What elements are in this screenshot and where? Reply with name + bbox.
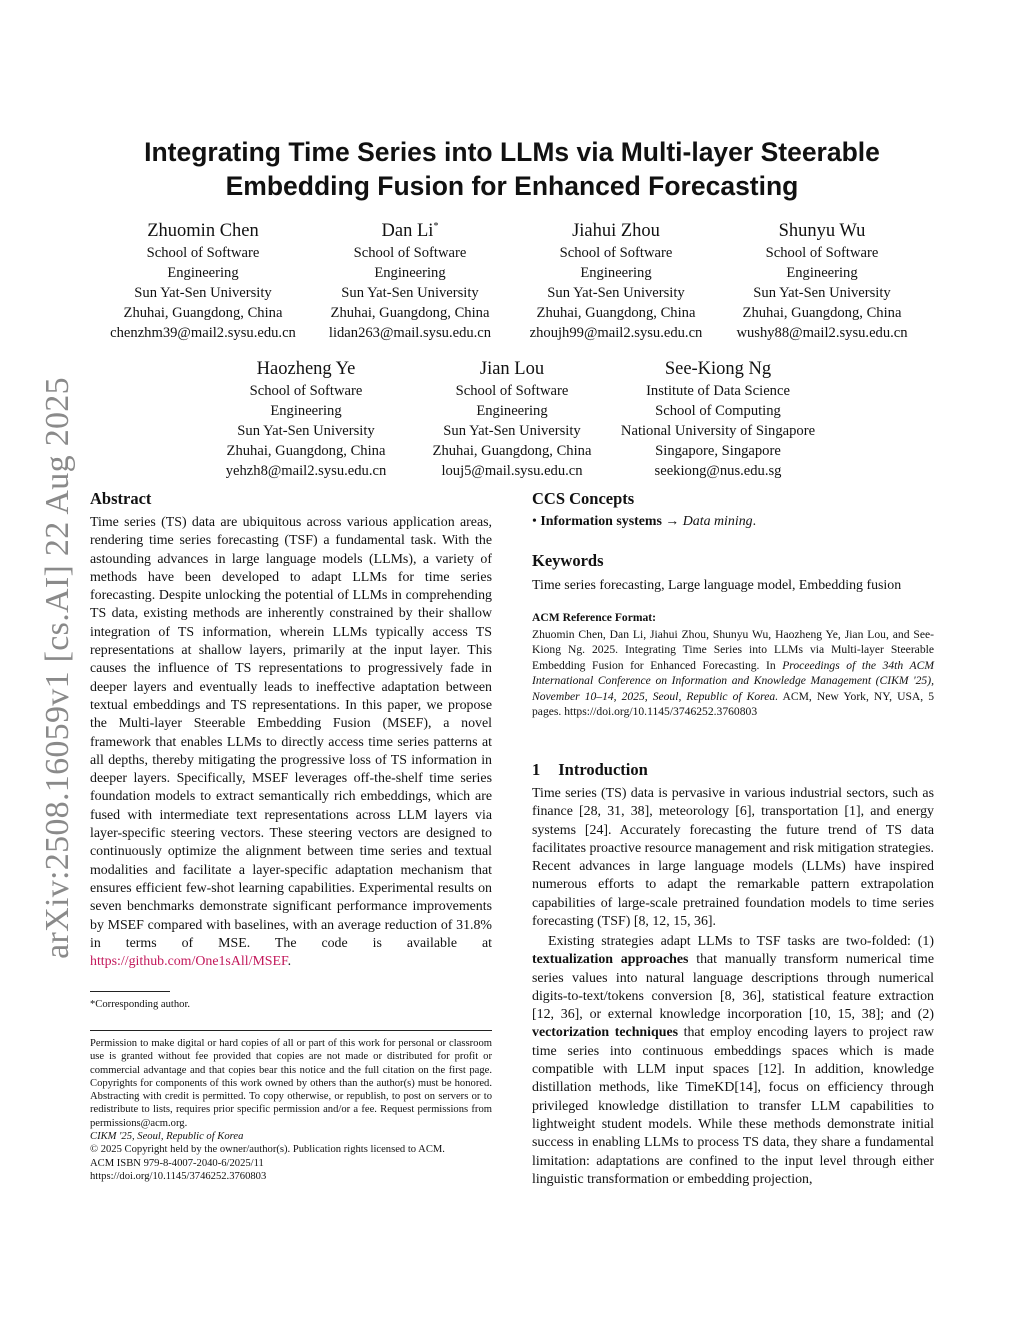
isbn-line: ACM ISBN 979-8-4007-2040-6/2025/11 [90, 1157, 264, 1169]
author-email: zhoujh99@mail2.sysu.edu.cn [529, 325, 703, 342]
author-affiliation: School of Software [249, 383, 363, 400]
author-name: Jian Lou [479, 359, 545, 380]
arxiv-stamp: arXiv:2508.16059v1 [cs.AI] 22 Aug 2025 [39, 377, 76, 959]
doi-line[interactable]: https://doi.org/10.1145/3746252.3760803 [90, 1170, 267, 1182]
author-affiliation: Engineering [270, 403, 342, 420]
author-block [603, 354, 833, 481]
author-location: Zhuhai, Guangdong, China [536, 305, 696, 322]
author-name: Shunyu Wu [778, 221, 866, 242]
keywords-heading: Keywords [532, 551, 604, 570]
author-location: Zhuhai, Guangdong, China [226, 443, 386, 460]
author-affiliation: School of Software [353, 245, 467, 262]
abstract-body: Time series (TS) data are ubiquitous across various application areas, rendering time series forecasting (TSF) a fundamental task. With the astounding advances in large language models (LLMs), a variety of methods have been developed to adapt LLMs for time series forecasting. Despite unlocking the potential of LLMs in comprehending TS data, existing methods are inherently constrained by their shallow integration of TS information, wherein LLMs typically access TS representations at shallow layers, primarily at the input layer. This causes the influence of TS representations to progressively fade in deeper layers and eventually leads to ineffective adaptation between textual embeddings and TS representations. In this paper, we propose the Multi-layer Steerable Embedding Fusion (MSEF), a novel framework that enables LLMs to directly access time series patterns at all depths, thereby mitigating the progressive loss of TS information in deeper layers. Specifically, MSEF leverages off-the-shelf time series foundation models to extract semantically rich embeddings, which are fused with intermediate text representations across LLM layers via layer-specific steering vectors. These steering vectors are designed to continuously optimize the alignment between time series and textual modalities and facilitate a layer-specific adaptation mechanism that ensures efficient few-shot learning capabilities. Experimental results on seven benchmarks demonstrate significant performance improvements by MSEF compared with baselines, with an average reduction of 31.8% in terms of MSE. The code is available at https://github.com/One1sAll/MSEF. [90, 515, 492, 970]
author-block [206, 354, 406, 481]
acm-ref-heading: ACM Reference Format: [532, 611, 657, 624]
ccs-concept: • Information systems → Data mining. [532, 514, 757, 529]
intro-heading: 1 Introduction [532, 760, 648, 779]
paper-title [100, 135, 924, 203]
intro-paragraph-2: Existing strategies adapt LLMs to TSF tasks are two-folded: (1) textualization approaches that manually transform numerical time series values into natural language descriptions through numerical digits-to-text/tokens conversion [8, 36], statistical feature extraction [12, 36], or external knowledge incorporation [10, 15, 38]; and (2) vectorization techniques that employ encoding layers to project raw time series into continuous embeddings spaces which is made compatible with LLM input spaces [12]. In addition, knowledge distillation methods, like TimeKD[14], focus on efficiency through privileged knowledge distillation to transfer LLM capabilities to lightweight student models. While these methods demonstrate initial success in enabling LLMs to process TS data, they share a fundamental limitation: adaptations are confined to the input level through either linguistic transformation or embedding projection, [532, 934, 935, 1187]
intro-paragraph-1: Time series (TS) data is pervasive in various industrial sectors, such as finance [28, 31, 38], meteorology [6], transportation [1], and energy systems [24]. Accurately forecasting the future trend of TS data facilitates proactive resource management and risk mitigation strategies. Recent advances in large language models (LLMs) have inspired numerous efforts to adapt the remarkable pattern extrapolation capabilities of large-scale pretrained foundation models to time series forecasting (TSF) [8, 12, 15, 36]. [532, 786, 934, 930]
corresponding-author-mark: * [433, 221, 439, 232]
permission-rule [90, 1030, 492, 1031]
author-block [103, 216, 303, 343]
author-affiliation: Sun Yat-Sen University [443, 423, 581, 440]
author-location: Zhuhai, Guangdong, China [330, 305, 490, 322]
author-email: seekiong@nus.edu.sg [654, 463, 782, 480]
author-affiliation: Engineering [580, 265, 652, 282]
author-location: Singapore, Singapore [655, 443, 781, 460]
author-affiliation: Sun Yat-Sen University [134, 285, 272, 302]
author-email: lidan263@mail.sysu.edu.cn [328, 325, 492, 342]
author-name: Jiahui Zhou [572, 221, 660, 242]
author-block [412, 354, 612, 481]
author-email: louj5@mail.sysu.edu.cn [441, 463, 583, 480]
author-affiliation: Sun Yat-Sen University [753, 285, 891, 302]
title-line-2: Embedding Fusion for Enhanced Forecasting [225, 171, 799, 201]
author-affiliation: Sun Yat-Sen University [341, 285, 479, 302]
permission-block [90, 1037, 492, 1183]
footnote-rule [90, 991, 170, 992]
author-name: Zhuomin Chen [147, 221, 259, 242]
keywords-text: Time series forecasting, Large language model, Embedding fusion [532, 578, 902, 593]
author-block [516, 216, 716, 343]
author-affiliation: School of Software [146, 245, 260, 262]
author-location: Zhuhai, Guangdong, China [123, 305, 283, 322]
author-affiliation: School of Software [455, 383, 569, 400]
author-affiliation: National University of Singapore [620, 423, 816, 440]
author-affiliation: Engineering [167, 265, 239, 282]
author-name: See-Kiong Ng [664, 359, 772, 380]
author-email: wushy88@mail2.sysu.edu.cn [736, 325, 908, 342]
author-affiliation: Sun Yat-Sen University [237, 423, 375, 440]
author-affiliation: Institute of Data Science [646, 383, 790, 400]
author-block [722, 216, 922, 343]
venue-line: CIKM '25, Seoul, Republic of Korea [90, 1131, 244, 1143]
abstract-heading: Abstract [90, 489, 152, 508]
author-affiliation: Engineering [786, 265, 858, 282]
author-affiliation: Engineering [374, 265, 446, 282]
title-line-1: Integrating Time Series into LLMs via Multi-layer Steerable [144, 137, 880, 167]
author-name: Dan Li* [381, 221, 439, 242]
author-affiliation: School of Computing [655, 403, 781, 420]
author-location: Zhuhai, Guangdong, China [432, 443, 592, 460]
code-link[interactable]: https://github.com/One1sAll/MSEF [90, 954, 288, 970]
acm-ref-body: Zhuomin Chen, Dan Li, Jiahui Zhou, Shunyu Wu, Haozheng Ye, Jian Lou, and See-Kiong Ng. 2025. Integrating Time Series into LLMs via Multi-layer Steerable Embedding Fusion for Enhanced Forecasting. In Proceedings of the 34th ACM International Conference on Information and Knowledge Management (CIKM '25), November 10–14, 2025, Seoul, Republic of Korea. ACM, New York, NY, USA, 5 pages. https://doi.org/10.1145/3746252.3760803 [532, 628, 935, 719]
footnote: *Corresponding author. [90, 999, 191, 1010]
author-affiliation: Engineering [476, 403, 548, 420]
ccs-heading: CCS Concepts [532, 489, 635, 508]
author-name: Haozheng Ye [256, 359, 356, 380]
author-email: chenzhm39@mail2.sysu.edu.cn [110, 325, 296, 342]
author-affiliation: School of Software [765, 245, 879, 262]
author-location: Zhuhai, Guangdong, China [742, 305, 902, 322]
permission-text: Permission to make digital or hard copies of all or part of this work for personal or classroom use is granted without fee provided that copies are not made or distributed for profit or commercial advantage and that copies bear this notice and the full citation on the first page. Copyrights for components of this work owned by others than the author(s) must be honored. Abstracting with credit is permitted. To copy otherwise, or republish, to post on servers or to redistribute to lists, requires prior specific permission and/or a fee. Request permissions from permissions@acm.org. [90, 1038, 492, 1129]
author-email: yehzh8@mail2.sysu.edu.cn [225, 463, 387, 480]
copyright-line: © 2025 Copyright held by the owner/author(s). Publication rights licensed to ACM. [90, 1144, 445, 1156]
author-affiliation: School of Software [559, 245, 673, 262]
author-affiliation: Sun Yat-Sen University [547, 285, 685, 302]
author-block [310, 216, 510, 343]
